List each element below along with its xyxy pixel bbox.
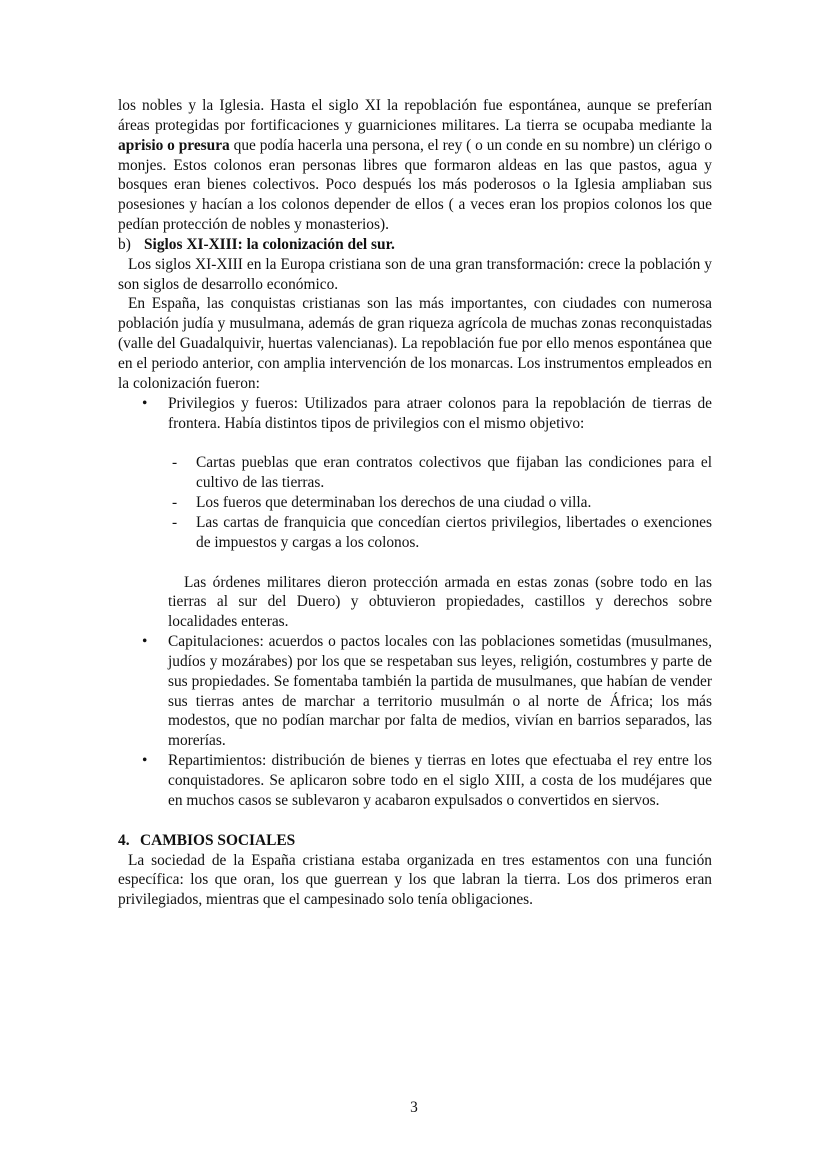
dash-item-cartas-pueblas: - Cartas pueblas que eran contratos colectivos que fijaban las condiciones para el cultivo de las tierras. xyxy=(172,454,712,492)
paragraph-ordenes-militares: Las órdenes militares dieron protección armada en estas zonas (sobre todo en las tierras al sur del Duero) y obtuvieron propiedades, castillos y derechos sobre localidades enteras. xyxy=(168,573,712,631)
bullet-marker: • xyxy=(142,633,148,651)
page-body xyxy=(118,96,712,910)
dash-marker: - xyxy=(172,513,178,531)
term-aprisio-presura: aprisio o presura xyxy=(118,136,230,154)
bullet-marker: • xyxy=(142,394,148,412)
bullet-marker: • xyxy=(142,752,148,770)
section-title: CAMBIOS SOCIALES xyxy=(140,831,296,849)
paragraph-transformacion: Los siglos XI-XIII en la Europa cristiana son de una gran transformación: crece la población y son siglos de desarrollo económico. xyxy=(118,255,712,293)
bullet-repartimientos: • Repartimientos: distribución de bienes y tierras en lotes que efectuaba el rey entre los conquistadores. Se aplicaron sobre todo en el siglo XIII, a costa de los mudéjares que en muchos casos se sublevaron y acabaron expulsados o convertidos en siervos. xyxy=(142,752,712,809)
page-number: 3 xyxy=(410,1099,418,1116)
subheading-siglos-xi-xiii xyxy=(118,235,712,255)
paragraph-conquistas: En España, las conquistas cristianas son las más importantes, con ciudades con numerosa población judía y musulmana, además de gran riqueza agrícola de muchas zonas reconquistadas (valle del Guadalquivir, huertas valencianas). La repoblación fue por ello menos espontánea que en el periodo anterior, con amplia intervención de los monarcas. Los instrumentos empleados en la colonización fueron: xyxy=(118,295,712,392)
dash-marker: - xyxy=(172,494,178,512)
bullet-privilegios: • Privilegios y fueros: Utilizados para atraer colonos para la repoblación de tierras de frontera. Había distintos tipos de privilegios con el mismo objetivo: xyxy=(142,394,712,432)
paragraph-estamentos: La sociedad de la España cristiana estaba organizada en tres estamentos con una función específica: los que oran, los que guerrean y los que labran la tierra. Los dos primeros eran privilegiados, mientras que el campesinado solo tenía obligaciones. xyxy=(118,851,712,909)
paragraph-repoblacion: los nobles y la Iglesia. Hasta el siglo XI la repoblación fue espontánea, aunque se preferían áreas protegidas por fortificaciones y guarniciones militares. La tierra se ocupaba mediante la aprisio o presura que podía hacerla una persona, el rey ( o un conde en su nombre) un clérigo o monjes. Estos colonos eran personas libres que formaron aldeas en las que pastos, agua y bosques eran bienes colectivos. Poco después los más poderosos o la Iglesia ampliaban sus posesiones y hacían a los colonos depender de ellos ( a veces eran los propios colonos los que pedían protección de nobles y monasterios). xyxy=(118,97,713,234)
dash-item-fueros: - Los fueros que determinaban los derechos de una ciudad o villa. xyxy=(172,494,592,512)
subheading-label: b) xyxy=(118,235,131,253)
section-heading-cambios-sociales xyxy=(118,831,712,851)
dash-marker: - xyxy=(172,454,178,472)
section-number: 4. xyxy=(118,831,130,849)
subheading-title: Siglos XI-XIII: la colonización del sur. xyxy=(144,235,395,253)
dash-item-franquicia: - Las cartas de franquicia que concedían ciertos privilegios, libertades o exenciones de impuestos y cargas a los colonos. xyxy=(172,513,712,551)
bullet-capitulaciones: • Capitulaciones: acuerdos o pactos locales con las poblaciones sometidas (musulmanes, judíos y mozárabes) por los que se respetaban sus leyes, religión, costumbres y parte de sus propiedades. Se fomentaba también la partida de musulmanes, que habían de vender sus tierras antes de marchar a territorio musulmán o al norte de África; los más modestos, que no podían marchar por falta de medios, vivían en barrios separados, las morerías. xyxy=(142,633,712,750)
